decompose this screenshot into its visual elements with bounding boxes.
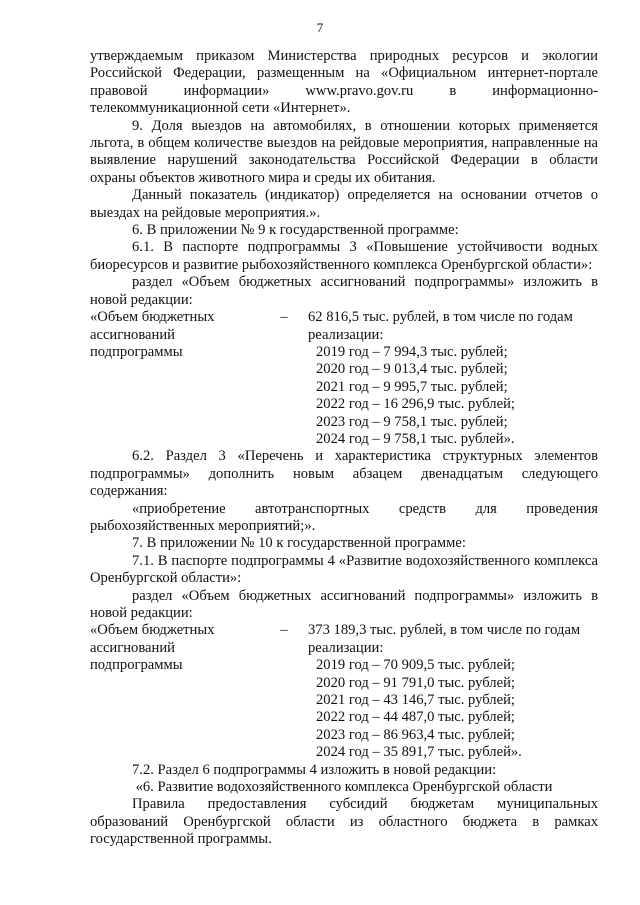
year-allocation: 2022 год – 16 296,9 тыс. рублей;	[316, 396, 515, 413]
budget-table-1-values	[308, 309, 598, 448]
section-top	[90, 48, 598, 309]
table-label-line: ассигнований	[90, 639, 175, 656]
table-label-line: «Объем бюджетных	[90, 622, 215, 639]
budget-table-1-dash: –	[280, 309, 288, 326]
paragraph: «6. Развитие водохозяйственного комплекса Оренбургской области	[135, 779, 553, 796]
budget-table-2-total-cont: реализации:	[308, 639, 384, 656]
year-allocation: 2021 год – 43 146,7 тыс. рублей;	[316, 692, 515, 709]
paragraph: Данный показатель (индикатор) определяется на основании отчетов о выездах на рейдовые мероприятия.».	[90, 187, 598, 221]
year-allocation: 2023 год – 86 963,4 тыс. рублей;	[316, 726, 515, 743]
paragraph: 6.1. В паспорте подпрограммы 3 «Повышение устойчивости водных биоресурсов и развитие рыбохозяйственного комплекса Оренбургской области»:	[90, 239, 598, 273]
year-allocation: 2021 год – 9 995,7 тыс. рублей;	[316, 378, 508, 395]
paragraph: 7.1. В паспорте подпрограммы 4 «Развитие водохозяйственного комплекса Оренбургской области»:	[90, 552, 598, 587]
budget-table-2-total: 373 189,3 тыс. рублей, в том числе по годам	[308, 622, 581, 639]
year-allocation: 2024 год – 9 758,1 тыс. рублей».	[316, 430, 515, 447]
year-allocation: 2022 год – 44 487,0 тыс. рублей;	[316, 709, 515, 726]
table-label-line: ассигнований	[90, 326, 175, 343]
year-allocation: 2020 год – 91 791,0 тыс. рублей;	[316, 674, 515, 691]
budget-table-1-total: 62 816,5 тыс. рублей, в том числе по годам	[308, 309, 573, 326]
budget-table-1-label	[90, 309, 260, 448]
year-allocation: 2019 год – 7 994,3 тыс. рублей;	[316, 343, 508, 360]
section-bottom	[90, 762, 598, 849]
budget-table-2-label	[90, 622, 260, 761]
paragraph: утверждаемым приказом Министерства природных ресурсов и экологии Российской Федерации, размещенным на «Официальном интернет-портале правовой информации» www.pravo.gov.ru в информационно-телекоммуникационной сети «Интернет».	[90, 48, 598, 117]
paragraph: «приобретение автотранспортных средств для проведения рыбохозяйственных мероприятий;».	[90, 500, 598, 534]
budget-table-2	[90, 622, 598, 761]
paragraph: Правила предоставления субсидий бюджетам муниципальных образований Оренбургской области из областного бюджета в рамках государственной программы.	[90, 796, 598, 848]
paragraph: раздел «Объем бюджетных ассигнований подпрограммы» изложить в новой редакции:	[90, 274, 598, 308]
table-label-line: подпрограммы	[90, 657, 183, 674]
budget-table-1-total-cont: реализации:	[308, 326, 384, 343]
budget-table-1	[90, 309, 598, 448]
table-label-line: «Объем бюджетных	[90, 309, 215, 326]
table-label-line: подпрограммы	[90, 343, 183, 360]
year-allocation: 2019 год – 70 909,5 тыс. рублей;	[316, 657, 515, 674]
paragraph: 6.2. Раздел 3 «Перечень и характеристика структурных элементов подпрограммы» дополнить новым абзацем двенадцатым следующего содержания:	[90, 448, 598, 500]
paragraph: 9. Доля выездов на автомобилях, в отношении которых применяется льгота, в общем количестве выездов на рейдовые мероприятия, направленные на выявление нарушений законодательства Российской Федерации в области охраны объектов животного мира и среды их обитания.	[90, 117, 598, 186]
year-allocation: 2023 год – 9 758,1 тыс. рублей;	[316, 413, 508, 430]
paragraph: 7.2. Раздел 6 подпрограммы 4 изложить в новой редакции:	[132, 761, 497, 778]
paragraph: раздел «Объем бюджетных ассигнований подпрограммы» изложить в новой редакции:	[90, 587, 598, 621]
paragraph: 7. В приложении № 10 к государственной программе:	[132, 535, 466, 552]
budget-table-2-values	[308, 622, 598, 761]
budget-table-2-dash: –	[280, 622, 288, 639]
year-allocation: 2020 год – 9 013,4 тыс. рублей;	[316, 361, 508, 378]
paragraph: 6. В приложении № 9 к государственной программе:	[132, 222, 459, 239]
year-allocation: 2024 год – 35 891,7 тыс. рублей».	[316, 744, 522, 761]
section-middle	[90, 448, 598, 622]
page-number: 7	[316, 20, 324, 35]
document-body	[90, 48, 598, 849]
